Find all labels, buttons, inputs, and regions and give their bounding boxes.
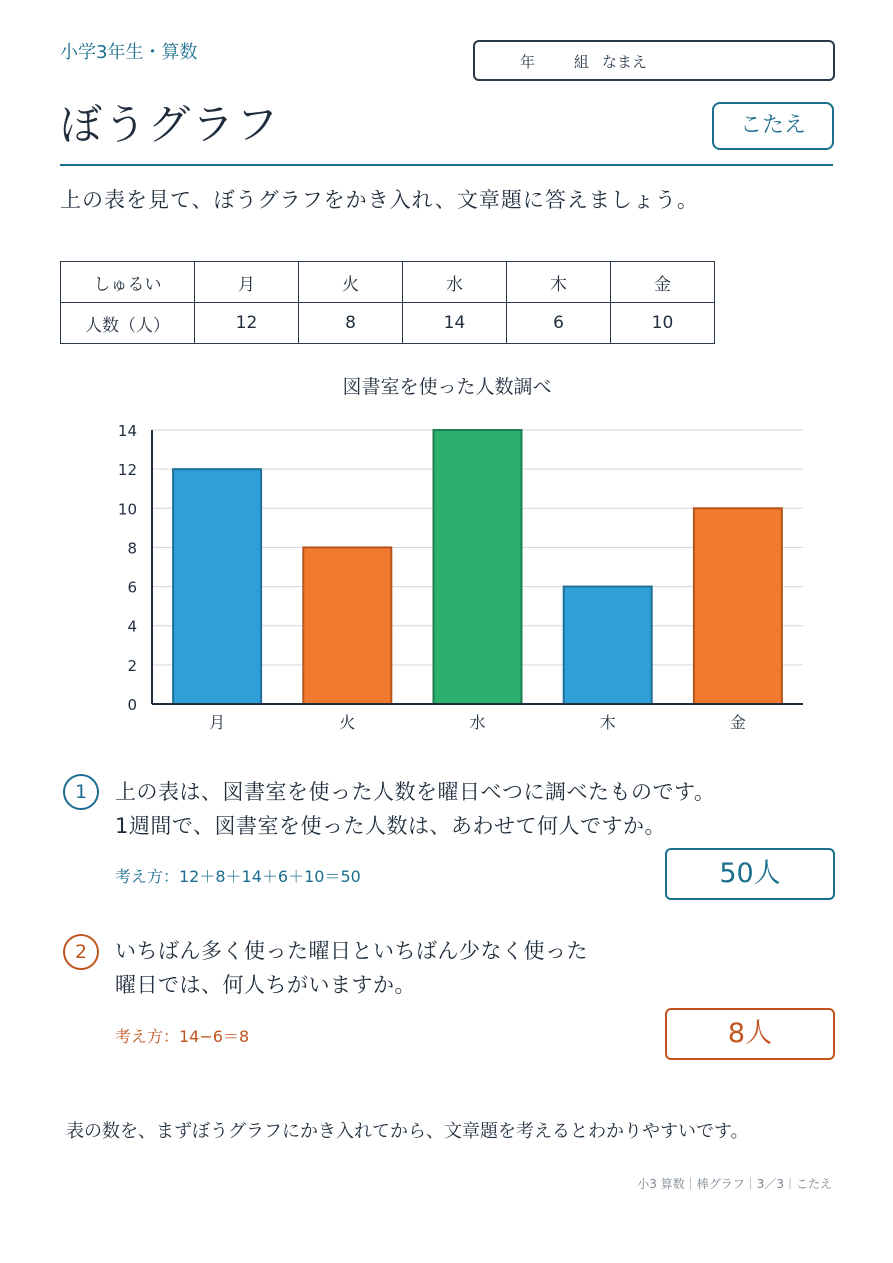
table-cell: しゅるい bbox=[61, 262, 195, 303]
x-tick-label: 月 bbox=[209, 713, 226, 732]
y-tick-label: 8 bbox=[127, 539, 137, 558]
question-1-answer: 50人 bbox=[665, 848, 835, 900]
question-2-answer: 8人 bbox=[665, 1008, 835, 1060]
footnote: 表の数を、まずぼうグラフにかき入れてから、文章題を考えるとわかりやすいです。 bbox=[66, 1121, 749, 1142]
chart-title: 図書室を使った人数調べ bbox=[342, 376, 552, 398]
question-2-line-2: 曜日では、何人ちがいますか。 bbox=[115, 973, 416, 997]
x-tick-label: 木 bbox=[599, 713, 616, 732]
bar-火 bbox=[303, 547, 391, 704]
question-1-text bbox=[115, 775, 715, 843]
table-header-row bbox=[61, 262, 715, 303]
name-year-label: 年 bbox=[520, 53, 536, 71]
bar-木 bbox=[564, 587, 652, 704]
y-tick-label: 12 bbox=[117, 461, 137, 480]
table-cell: 12 bbox=[195, 303, 299, 344]
table-cell: 6 bbox=[507, 303, 611, 344]
table-cell: 14 bbox=[403, 303, 507, 344]
question-1-hint: 考え方：12＋8＋14＋6＋10＝50 bbox=[115, 867, 361, 886]
table-cell: 火 bbox=[299, 262, 403, 303]
x-tick-label: 金 bbox=[729, 713, 746, 732]
y-tick-label: 6 bbox=[127, 578, 137, 597]
bar-金 bbox=[694, 508, 782, 704]
table-cell: 人数（人） bbox=[61, 303, 195, 344]
x-tick-label: 火 bbox=[339, 713, 356, 732]
y-tick-label: 10 bbox=[117, 500, 137, 519]
data-table bbox=[60, 261, 715, 344]
page-footer: 小3 算数｜棒グラフ｜3／3｜こたえ bbox=[637, 1177, 832, 1191]
table-cell: 10 bbox=[611, 303, 715, 344]
name-class-label: 組 bbox=[574, 53, 590, 71]
page-title: ぼうグラフ bbox=[60, 100, 281, 149]
question-2-number: 2 bbox=[63, 934, 99, 970]
table-cell: 金 bbox=[611, 262, 715, 303]
bar-chart bbox=[0, 360, 893, 745]
question-1-line-1: 上の表は、図書室を使った人数を曜日べつに調べたものです。 bbox=[115, 780, 716, 804]
bar-月 bbox=[173, 469, 261, 704]
bar-水 bbox=[434, 430, 522, 704]
y-tick-label: 2 bbox=[127, 656, 137, 675]
table-cell: 月 bbox=[195, 262, 299, 303]
y-tick-label: 4 bbox=[127, 617, 137, 636]
question-2-text bbox=[115, 934, 588, 1002]
question-2-line-1: いちばん多く使った曜日といちばん少なく使った bbox=[115, 939, 588, 963]
question-2-hint: 考え方：14−6＝8 bbox=[115, 1027, 250, 1046]
y-tick-label: 0 bbox=[127, 696, 137, 714]
name-label: なまえ bbox=[602, 53, 648, 71]
question-1-line-2: 1週間で、図書室を使った人数は、あわせて何人ですか。 bbox=[115, 814, 666, 838]
table-cell: 水 bbox=[403, 262, 507, 303]
x-tick-label: 水 bbox=[469, 713, 486, 732]
y-tick-label: 14 bbox=[117, 422, 137, 440]
instruction-text: 上の表を見て、ぼうグラフをかき入れ、文章題に答えましょう。 bbox=[60, 188, 699, 212]
name-field[interactable] bbox=[473, 40, 835, 81]
table-cell: 木 bbox=[507, 262, 611, 303]
table-row bbox=[61, 303, 715, 344]
question-1-number: 1 bbox=[63, 774, 99, 810]
title-divider bbox=[60, 164, 833, 166]
answer-badge: こたえ bbox=[712, 102, 834, 150]
grade-subject: 小学3年生・算数 bbox=[60, 42, 198, 63]
table-cell: 8 bbox=[299, 303, 403, 344]
